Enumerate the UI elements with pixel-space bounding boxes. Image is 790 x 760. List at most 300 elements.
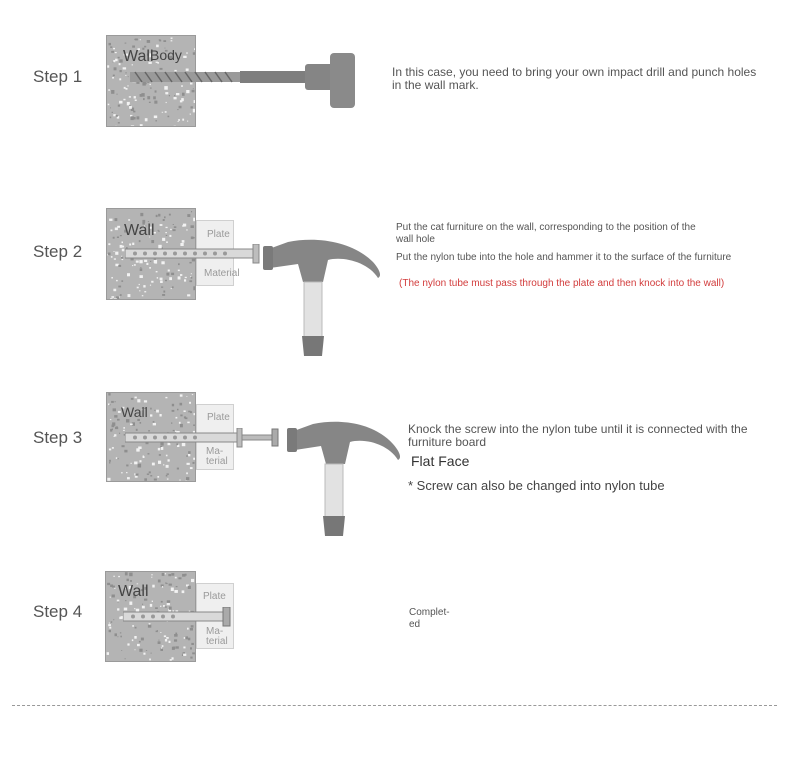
step-1-label: Step 1: [33, 67, 83, 86]
speckle-mark: [164, 216, 166, 218]
speckle-mark: [163, 219, 165, 221]
speckle-mark: [158, 214, 160, 217]
speckle-mark: [166, 235, 167, 236]
speckle-mark: [121, 257, 123, 259]
speckle-mark: [152, 601, 153, 602]
speckle-mark: [129, 602, 132, 605]
speckle-mark: [163, 291, 165, 293]
speckle-mark: [115, 59, 118, 62]
speckle-mark: [187, 463, 190, 465]
speckle-mark: [121, 472, 122, 473]
speckle-mark: [107, 65, 109, 67]
speckle-mark: [146, 650, 147, 651]
speckle-mark: [111, 256, 113, 258]
speckle-mark: [185, 481, 187, 482]
speckle-mark: [156, 215, 158, 217]
speckle-mark: [141, 638, 144, 641]
speckle-mark: [117, 636, 118, 637]
speckle-mark: [166, 227, 168, 228]
speckle-mark: [137, 399, 140, 402]
speckle-mark: [140, 422, 142, 424]
speckle-mark: [190, 467, 193, 469]
speckle-mark: [121, 256, 122, 257]
speckle-mark: [156, 271, 158, 272]
speckle-mark: [177, 468, 179, 470]
speckle-mark: [110, 419, 111, 420]
drill-icon: [130, 50, 365, 110]
speckle-mark: [160, 281, 163, 284]
speckle-mark: [140, 267, 141, 268]
speckle-mark: [135, 397, 137, 399]
speckle-mark: [113, 48, 115, 49]
speckle-mark: [140, 460, 142, 462]
speckle-mark: [182, 590, 185, 593]
speckle-mark: [178, 119, 180, 121]
step-3-description: [408, 423, 748, 449]
speckle-mark: [120, 70, 122, 72]
speckle-mark: [115, 126, 116, 127]
speckle-mark: [171, 40, 173, 41]
speckle-mark: [167, 473, 169, 475]
speckle-mark: [118, 105, 120, 107]
material-label-line: Ma-: [206, 446, 224, 457]
hammer-icon: [258, 232, 388, 360]
description-line: in the wall mark.: [392, 78, 479, 92]
speckle-mark: [193, 286, 196, 290]
speckle-mark: [128, 219, 130, 221]
speckle-mark: [115, 401, 116, 402]
speckle-mark: [109, 630, 111, 632]
speckle-mark: [154, 410, 155, 411]
speckle-mark: [128, 76, 129, 77]
speckle-mark: [109, 449, 111, 451]
speckle-mark: [112, 595, 115, 598]
speckle-mark: [172, 410, 175, 412]
step-3-label: Step 3: [33, 428, 83, 447]
speckle-mark: [117, 226, 120, 228]
speckle-mark: [130, 424, 133, 426]
speckle-mark: [112, 112, 113, 113]
speckle-mark: [152, 585, 154, 588]
speckle-mark: [165, 583, 167, 584]
speckle-mark: [149, 659, 151, 661]
speckle-mark: [171, 288, 172, 289]
speckle-mark: [113, 75, 115, 77]
speckle-mark: [186, 636, 189, 639]
speckle-mark: [159, 454, 161, 456]
speckle-mark: [125, 72, 126, 73]
speckle-mark: [178, 276, 181, 279]
speckle-mark: [152, 463, 155, 466]
speckle-mark: [113, 408, 116, 411]
speckle-mark: [139, 649, 142, 652]
speckle-mark: [191, 643, 194, 645]
speckle-mark: [165, 111, 167, 113]
speckle-mark: [192, 394, 193, 395]
speckle-mark: [157, 476, 159, 478]
wall-label: Wall: [118, 583, 149, 600]
speckle-mark: [173, 229, 176, 231]
speckle-mark: [158, 461, 161, 464]
speckle-mark: [169, 584, 172, 586]
speckle-mark: [143, 653, 145, 655]
speckle-mark: [162, 645, 164, 647]
speckle-mark: [109, 623, 110, 624]
speckle-mark: [162, 586, 163, 588]
speckle-mark: [167, 600, 170, 603]
speckle-mark: [115, 264, 118, 267]
speckle-mark: [191, 237, 194, 240]
speckle-mark: [173, 224, 174, 225]
speckle-mark: [190, 628, 193, 631]
step-2-warning: (The nylon tube must pass through the plate and then knock into the wall): [399, 278, 725, 289]
speckle-mark: [127, 85, 128, 86]
speckle-mark: [168, 459, 170, 461]
speckle-mark: [144, 291, 146, 292]
speckle-mark: [108, 243, 110, 245]
screw-icon: [125, 428, 285, 448]
speckle-mark: [125, 572, 128, 575]
speckle-mark: [108, 253, 111, 256]
dashed-divider: [12, 705, 777, 706]
speckle-mark: [116, 280, 118, 281]
flat-face-label: Flat Face: [411, 453, 470, 469]
speckle-mark: [184, 279, 186, 281]
step-4-description: [409, 607, 450, 631]
speckle-mark: [188, 586, 191, 589]
speckle-mark: [118, 122, 120, 123]
speckle-mark: [115, 633, 118, 636]
nylon-tube-icon: [125, 244, 265, 264]
speckle-mark: [127, 477, 130, 479]
speckle-mark: [115, 252, 118, 255]
speckle-mark: [135, 627, 137, 629]
speckle-mark: [131, 125, 134, 127]
installed-screw-icon: [123, 607, 235, 627]
speckle-mark: [136, 473, 139, 475]
speckle-mark: [111, 621, 113, 623]
speckle-mark: [142, 295, 144, 296]
speckle-mark: [123, 99, 125, 101]
speckle-mark: [169, 641, 171, 643]
speckle-mark: [117, 602, 118, 603]
speckle-mark: [108, 393, 110, 395]
speckle-mark: [144, 478, 147, 481]
material-label-line: Ma-: [206, 626, 224, 637]
speckle-mark: [112, 425, 115, 428]
speckle-mark: [158, 640, 159, 641]
speckle-mark: [115, 427, 118, 429]
material-label: [206, 627, 228, 647]
speckle-mark: [137, 116, 140, 119]
speckle-mark: [137, 287, 139, 289]
speckle-mark: [116, 94, 117, 95]
speckle-mark: [111, 90, 114, 94]
plate-label: Plate: [207, 412, 230, 423]
speckle-mark: [180, 394, 183, 396]
speckle-mark: [127, 579, 129, 581]
speckle-mark: [160, 278, 163, 281]
speckle-mark: [174, 126, 176, 127]
speckle-mark: [182, 119, 184, 121]
speckle-mark: [124, 87, 126, 89]
speckle-mark: [136, 448, 139, 451]
speckle-mark: [186, 229, 188, 230]
material-label-line: terial: [206, 636, 228, 647]
speckle-mark: [182, 240, 185, 243]
speckle-mark: [118, 57, 120, 59]
speckle-mark: [158, 641, 161, 644]
speckle-mark: [119, 433, 120, 434]
speckle-mark: [112, 447, 114, 449]
speckle-mark: [184, 637, 185, 639]
speckle-mark: [171, 573, 174, 576]
speckle-mark: [127, 273, 130, 276]
body-label: Body: [150, 47, 182, 63]
speckle-mark: [190, 657, 192, 659]
speckle-mark: [186, 477, 189, 480]
speckle-mark: [191, 211, 192, 212]
speckle-mark: [134, 264, 136, 266]
speckle-mark: [163, 40, 166, 42]
speckle-mark: [173, 647, 175, 650]
speckle-mark: [171, 38, 173, 39]
speckle-mark: [166, 455, 168, 457]
speckle-mark: [109, 460, 111, 462]
speckle-mark: [107, 478, 110, 481]
speckle-mark: [120, 245, 123, 248]
speckle-mark: [169, 214, 171, 216]
speckle-mark: [167, 603, 170, 605]
speckle-mark: [171, 273, 174, 275]
speckle-mark: [126, 465, 128, 467]
speckle-mark: [183, 654, 186, 656]
speckle-mark: [158, 230, 159, 231]
speckle-mark: [165, 573, 166, 574]
speckle-mark: [113, 251, 114, 252]
step-3-note: * Screw can also be changed into nylon tube: [408, 478, 665, 493]
speckle-mark: [189, 280, 192, 282]
speckle-mark: [160, 648, 163, 651]
speckle-mark: [109, 462, 110, 463]
speckle-mark: [169, 277, 172, 280]
speckle-mark: [179, 422, 181, 424]
speckle-mark: [157, 277, 158, 279]
speckle-mark: [187, 294, 190, 296]
speckle-mark: [110, 597, 111, 598]
speckle-mark: [147, 40, 150, 43]
speckle-mark: [189, 402, 191, 404]
material-label: Material: [204, 268, 240, 279]
speckle-mark: [185, 277, 187, 278]
speckle-mark: [176, 586, 178, 587]
wall-label: Wall: [123, 48, 154, 65]
speckle-mark: [170, 229, 172, 230]
speckle-mark: [122, 242, 124, 244]
speckle-mark: [180, 274, 182, 276]
description-line: Complet-: [409, 607, 450, 618]
speckle-mark: [171, 588, 174, 592]
speckle-mark: [140, 213, 143, 216]
speckle-mark: [125, 658, 126, 659]
speckle-mark: [137, 644, 140, 646]
hammer-icon: [283, 414, 408, 542]
speckle-mark: [108, 104, 110, 106]
speckle-mark: [119, 78, 121, 80]
speckle-mark: [111, 230, 113, 232]
speckle-mark: [155, 120, 157, 121]
speckle-mark: [190, 647, 192, 649]
speckle-mark: [156, 631, 158, 633]
speckle-mark: [109, 627, 111, 629]
speckle-mark: [161, 601, 163, 603]
speckle-mark: [107, 583, 110, 585]
speckle-mark: [151, 577, 152, 578]
speckle-mark: [121, 280, 123, 282]
speckle-mark: [153, 423, 156, 426]
description-line: Knock the screw into the nylon tube until it is connected with the: [408, 422, 748, 436]
speckle-mark: [188, 638, 190, 641]
speckle-mark: [116, 457, 117, 459]
speckle-mark: [108, 404, 110, 406]
speckle-mark: [180, 415, 182, 417]
speckle-mark: [125, 43, 127, 44]
speckle-mark: [150, 475, 152, 476]
speckle-mark: [165, 280, 167, 281]
speckle-mark: [186, 472, 188, 474]
speckle-mark: [116, 115, 118, 117]
speckle-mark: [151, 240, 154, 243]
speckle-mark: [151, 574, 152, 575]
speckle-mark: [118, 576, 120, 577]
speckle-mark: [111, 401, 114, 403]
speckle-mark: [129, 573, 132, 577]
speckle-mark: [180, 403, 183, 406]
speckle-mark: [176, 646, 179, 648]
speckle-mark: [172, 286, 174, 288]
speckle-mark: [160, 224, 163, 226]
speckle-mark: [166, 465, 169, 468]
speckle-mark: [115, 52, 117, 53]
speckle-mark: [111, 296, 114, 298]
speckle-mark: [114, 588, 115, 589]
step-2-instruction: Put the nylon tube into the hole and hammer it to the surface of the furniture: [396, 252, 732, 263]
speckle-mark: [113, 114, 116, 116]
speckle-mark: [119, 63, 121, 65]
speckle-mark: [131, 398, 134, 400]
speckle-mark: [123, 67, 127, 69]
speckle-mark: [191, 273, 192, 274]
speckle-mark: [193, 425, 195, 426]
speckle-mark: [158, 448, 160, 451]
speckle-mark: [174, 634, 178, 637]
speckle-mark: [111, 51, 114, 53]
speckle-mark: [132, 639, 134, 641]
plate-label: Plate: [207, 229, 230, 240]
speckle-mark: [127, 643, 129, 645]
speckle-mark: [117, 419, 120, 421]
speckle-mark: [118, 265, 121, 267]
speckle-mark: [143, 456, 144, 457]
speckle-mark: [108, 624, 111, 626]
speckle-mark: [147, 474, 149, 475]
speckle-mark: [166, 637, 169, 639]
plate-label: Plate: [203, 591, 226, 602]
speckle-mark: [178, 577, 181, 579]
speckle-mark: [120, 294, 122, 296]
speckle-mark: [110, 117, 112, 119]
speckle-mark: [122, 249, 125, 252]
speckle-mark: [191, 225, 194, 228]
speckle-mark: [120, 636, 122, 638]
speckle-mark: [161, 647, 162, 648]
speckle-mark: [112, 77, 114, 78]
speckle-mark: [191, 579, 194, 582]
speckle-mark: [176, 417, 178, 419]
speckle-mark: [154, 116, 157, 119]
speckle-mark: [168, 116, 170, 118]
speckle-mark: [114, 415, 117, 418]
speckle-mark: [174, 590, 178, 593]
speckle-mark: [180, 424, 183, 427]
speckle-mark: [134, 39, 135, 40]
speckle-mark: [138, 464, 142, 468]
speckle-mark: [183, 647, 185, 649]
speckle-mark: [162, 573, 165, 576]
speckle-mark: [153, 421, 155, 423]
speckle-mark: [111, 277, 113, 279]
speckle-mark: [187, 214, 190, 217]
speckle-mark: [113, 237, 115, 239]
speckle-mark: [131, 116, 134, 120]
step-2-description: [396, 222, 696, 246]
description-line: furniture board: [408, 435, 487, 449]
speckle-mark: [149, 471, 151, 473]
speckle-mark: [140, 39, 141, 40]
speckle-mark: [139, 240, 141, 242]
speckle-mark: [171, 422, 172, 423]
speckle-mark: [145, 118, 148, 121]
speckle-mark: [165, 232, 167, 233]
speckle-mark: [170, 659, 172, 661]
speckle-mark: [169, 235, 171, 237]
speckle-mark: [162, 238, 165, 241]
step-1-description: [392, 66, 756, 92]
step-4-label: Step 4: [33, 602, 83, 621]
speckle-mark: [187, 628, 189, 630]
speckle-mark: [109, 43, 112, 45]
speckle-mark: [139, 290, 141, 291]
speckle-mark: [132, 265, 133, 266]
speckle-mark: [174, 226, 177, 228]
speckle-mark: [168, 270, 170, 272]
speckle-mark: [195, 396, 196, 398]
speckle-mark: [113, 60, 115, 62]
speckle-mark: [188, 454, 190, 457]
speckle-mark: [121, 650, 122, 651]
speckle-mark: [139, 641, 141, 643]
speckle-mark: [160, 414, 162, 417]
speckle-mark: [150, 408, 152, 410]
speckle-mark: [177, 409, 179, 411]
speckle-mark: [134, 462, 137, 465]
wall-label: Wall: [121, 404, 148, 420]
speckle-mark: [126, 88, 128, 90]
speckle-mark: [186, 455, 188, 456]
speckle-mark: [131, 463, 132, 464]
speckle-mark: [118, 458, 119, 459]
speckle-mark: [165, 397, 167, 398]
